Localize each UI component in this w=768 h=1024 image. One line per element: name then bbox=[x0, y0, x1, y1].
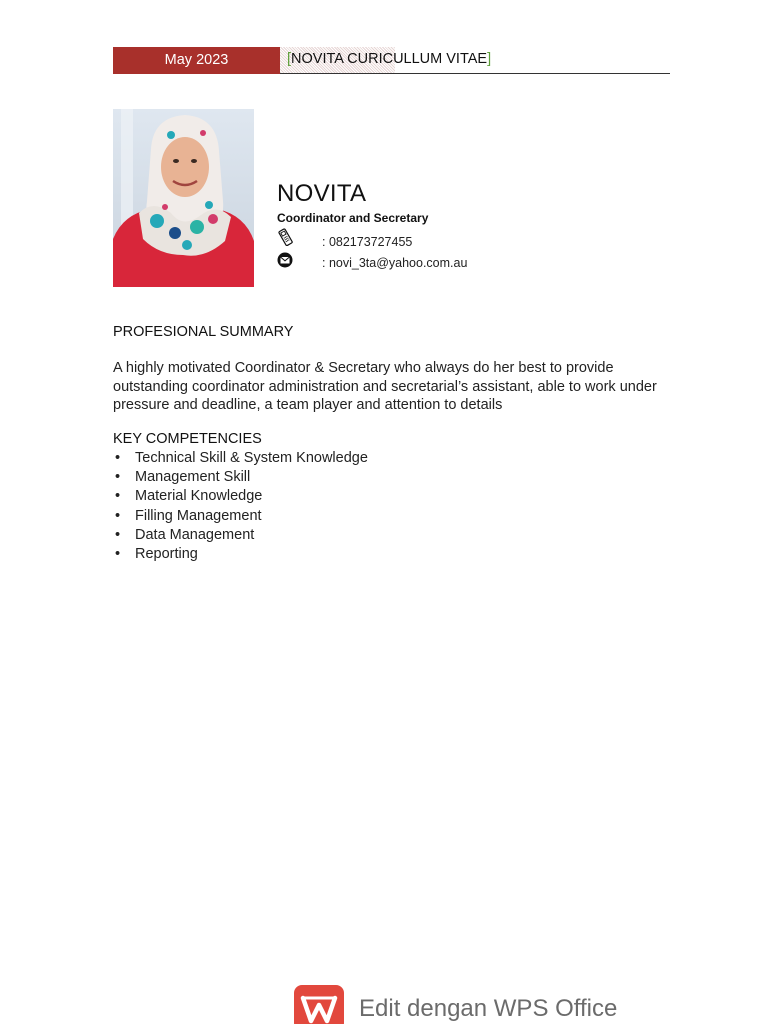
phone-number: : 082173727455 bbox=[322, 235, 413, 249]
header-bracket-open: [ bbox=[287, 51, 292, 67]
bullet: • bbox=[115, 450, 121, 466]
wps-office-logo bbox=[294, 985, 344, 1024]
profile-photo bbox=[113, 109, 254, 287]
list-item: • Filling Management bbox=[115, 507, 262, 524]
wps-edit-banner[interactable] bbox=[294, 985, 618, 1024]
summary-heading: PROFESIONAL SUMMARY bbox=[113, 324, 294, 340]
candidate-role: Coordinator and Secretary bbox=[277, 211, 429, 225]
list-item: • Management Skill bbox=[115, 469, 251, 486]
bullet: • bbox=[115, 507, 121, 524]
envelope-icon bbox=[277, 252, 295, 270]
bullet: • bbox=[115, 545, 121, 562]
wps-edit-label[interactable]: Edit dengan WPS Office bbox=[359, 995, 618, 1022]
header-title-text: NOVITA CURICULLUM VITAE bbox=[291, 51, 488, 67]
header-bracket-close: ] bbox=[487, 51, 492, 67]
header-date: May 2023 bbox=[113, 47, 280, 74]
header-rule bbox=[280, 73, 670, 74]
list-item: • Technical Skill & System Knowledge bbox=[115, 450, 368, 466]
list-item: • Material Knowledge bbox=[115, 488, 263, 505]
header-title bbox=[287, 51, 491, 67]
list-item: • Data Management bbox=[115, 526, 255, 543]
competencies-list bbox=[113, 449, 368, 564]
bullet: • bbox=[115, 469, 121, 486]
mobile-phone-icon bbox=[277, 228, 295, 246]
list-item: • Reporting bbox=[115, 545, 198, 562]
summary-text: A highly motivated Coordinator & Secretary who always do her best to provide outstanding coordinator administration and secretarial’s assistant, able to work under pressure and deadline, a team player and attention to details bbox=[113, 360, 657, 413]
bullet: • bbox=[115, 526, 121, 543]
email-address: : novi_3ta@yahoo.com.au bbox=[322, 256, 468, 270]
document-header bbox=[113, 47, 670, 74]
bullet: • bbox=[115, 488, 121, 505]
candidate-name: NOVITA bbox=[277, 180, 367, 207]
competencies-heading: KEY COMPETENCIES bbox=[113, 431, 262, 447]
